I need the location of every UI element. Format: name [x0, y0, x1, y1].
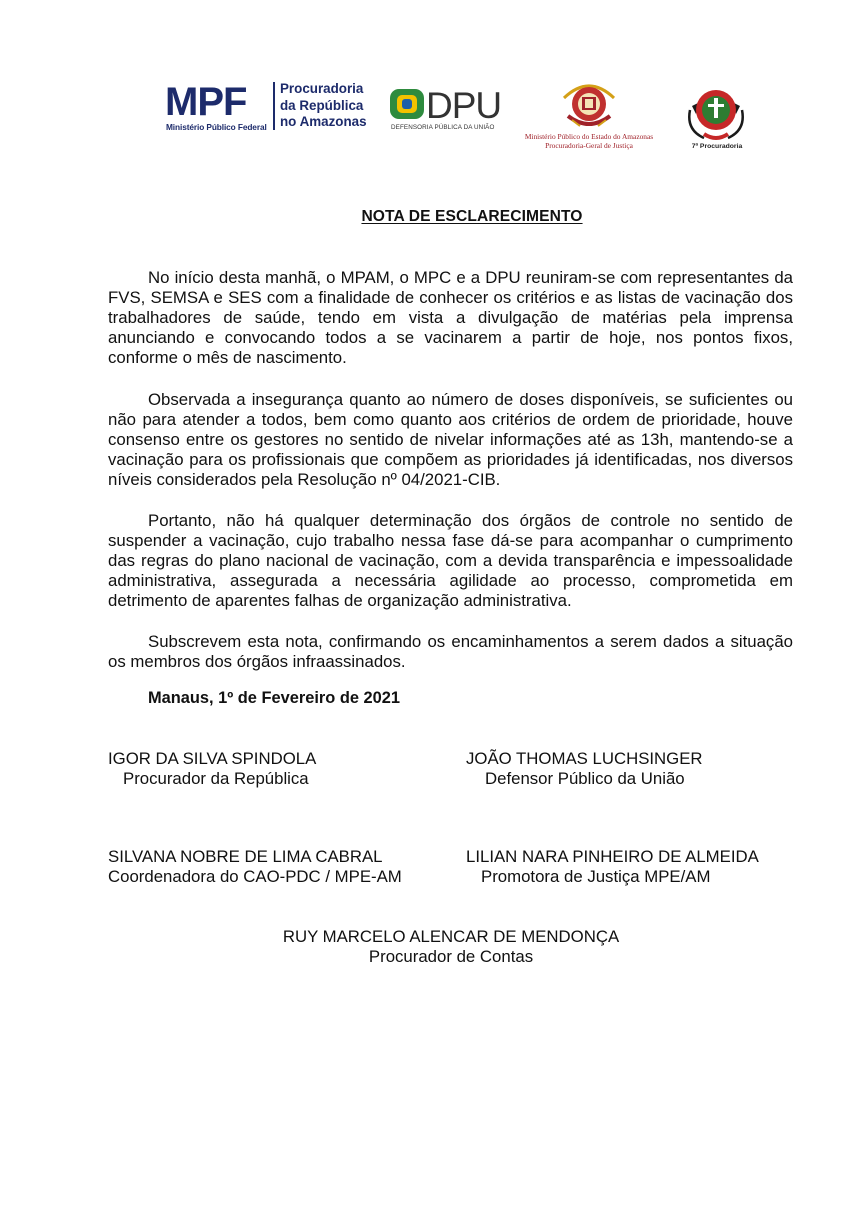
signatory-role: Defensor Público da União [485, 769, 685, 788]
dpu-logo [389, 85, 505, 135]
signatory-name: RUY MARCELO ALENCAR DE MENDONÇA [282, 927, 620, 946]
mpf-acronym: MPF [165, 82, 247, 122]
mpf-logo [165, 82, 377, 134]
document-date: Manaus, 1º de Fevereiro de 2021 [148, 689, 400, 707]
mpf-subtitle: Ministério Público Federal [166, 122, 267, 132]
signatory-role: Procurador de Contas [368, 947, 534, 966]
signature-block [0, 927, 868, 967]
paragraph-1: No início desta manhã, o MPAM, o MPC e a DPU reuniram-se com representantes da FVS, SEMSA e SES com a finalidade de conhecer os critérios e as listas de vacinação dos trabalhadores de saúde, tendo em vista a divulgação de matérias pela imprensa anunciando e convocando todos a se vacinarem a partir de hoje, nos pontos fixos, conforme o mês de nascimento. [108, 268, 793, 367]
mpam-line-2: Procuradoria-Geral de Justiça [545, 141, 633, 150]
signatory-name: IGOR DA SILVA SPINDOLA [108, 749, 317, 768]
mpf-line-1: Procuradoria [280, 81, 364, 96]
signatory-role: Procurador da República [123, 769, 309, 788]
mpf-line-3: no Amazonas [280, 114, 367, 130]
mpam-emblem-icon [558, 80, 620, 130]
signature-block [466, 749, 703, 789]
signatory-role: Coordenadora do CAO-PDC / MPE-AM [108, 867, 402, 886]
seventh-procuradoria-logo [680, 80, 754, 156]
mpf-wordmark-icon [165, 82, 271, 122]
seventh-subtitle: 7ª Procuradoria [691, 143, 743, 150]
paragraph-4: Subscrevem esta nota, confirmando os encaminhamentos a serem dados a situação os membros dos órgãos infraassinados. [108, 632, 793, 671]
dpu-subtitle: DEFENSORIA PÚBLICA DA UNIÃO [391, 124, 495, 131]
signatory-name: SILVANA NOBRE DE LIMA CABRAL [108, 847, 383, 866]
seventh-emblem-icon [684, 80, 748, 144]
mpf-text-block [280, 81, 367, 131]
paragraph-2: Observada a insegurança quanto ao número de doses disponíveis, se suficientes ou não para atender a todos, bem como quanto aos critérios de ordem de prioridade, houve consenso entre os gestores no sentido de nivelar informações até as 13h, mantendo-se a vacinação para os profissionais que compõem as prioridades já identificadas, nos diversos níveis considerados pela Resolução nº 04/2021-CIB. [108, 390, 793, 489]
signature-block [108, 847, 402, 887]
signatory-name: LILIAN NARA PINHEIRO DE ALMEIDA [466, 847, 759, 866]
signatory-name: JOÃO THOMAS LUCHSINGER [466, 749, 703, 768]
signatory-role: Promotora de Justiça MPE/AM [481, 867, 711, 886]
signature-block [108, 749, 316, 789]
dpu-acronym: DPU [426, 85, 501, 123]
paragraph-3: Portanto, não há qualquer determinação dos órgãos de controle no sentido de suspender a vacinação, cujo trabalho nessa fase dá-se para acompanhar o cumprimento das regras do plano nacional de vacinação, com a devida transparência e impessoalidade administrativa, assegurada a necessária agilidade ao processo, comprometida em detrimento de aparentes falhas de organização administrativa. [108, 511, 793, 610]
mpf-divider [273, 82, 275, 130]
dpu-emblem-icon [389, 85, 501, 123]
signature-block [466, 847, 759, 887]
mpam-logo [508, 80, 670, 152]
mpf-line-2: da República [280, 97, 364, 113]
document-title: NOTA DE ESCLARECIMENTO [361, 208, 583, 225]
mpam-line-1: Ministério Público do Estado do Amazonas [524, 132, 654, 141]
